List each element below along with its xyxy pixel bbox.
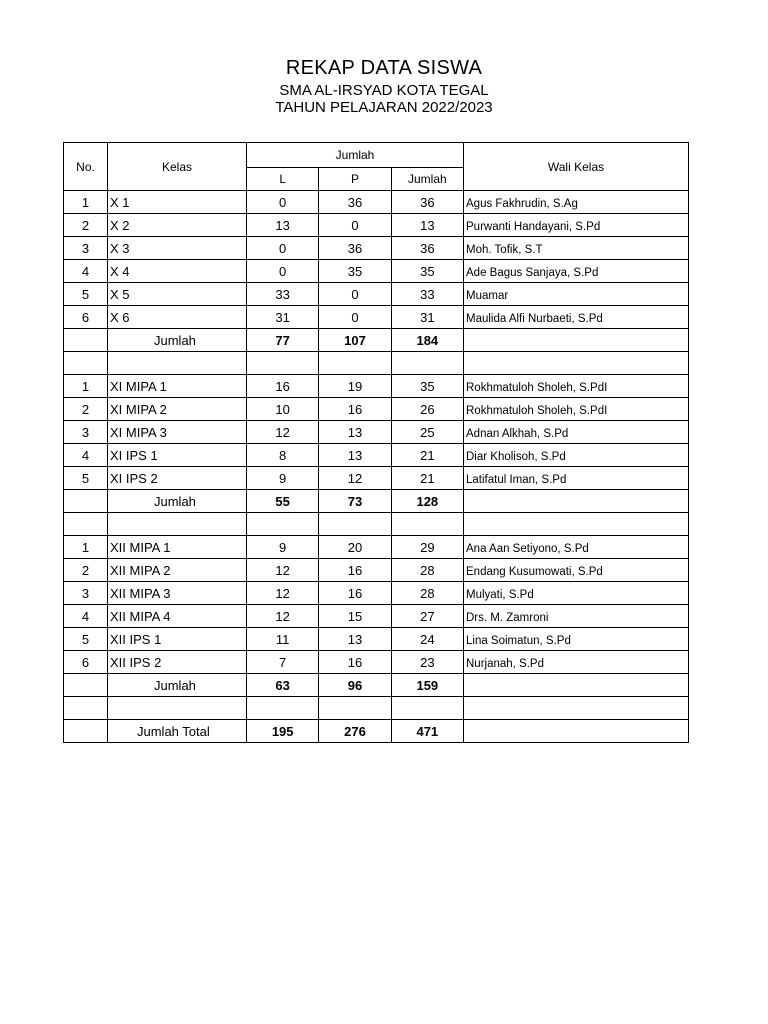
count-l: 12 [247,582,319,605]
table-row [64,467,689,490]
table-row [64,444,689,467]
subtotal-label: Jumlah [154,332,196,348]
empty-cell [464,513,689,536]
subtotal-p: 73 [319,490,391,513]
class-cell [108,536,247,559]
homeroom-teacher: Ana Aan Setiyono, S.Pd [466,542,589,555]
row-number: 3 [64,421,108,444]
table-row [64,306,689,329]
empty-cell [391,697,463,720]
count-p: 20 [319,536,391,559]
wali-cell [464,237,689,260]
row-number: 4 [64,605,108,628]
class-name: X 5 [110,286,130,302]
homeroom-teacher: Endang Kusumowati, S.Pd [466,565,603,578]
wali-cell [464,306,689,329]
row-number: 5 [64,628,108,651]
class-cell [108,214,247,237]
table-row [64,582,689,605]
grand-total-row [64,720,689,743]
table-row [64,605,689,628]
subtotal-label: Jumlah [154,677,196,693]
class-name: XII MIPA 1 [110,539,171,555]
count-p: 13 [319,628,391,651]
grand-total-label: Jumlah Total [137,723,210,739]
class-cell [108,467,247,490]
empty-cell [464,352,689,375]
class-cell [108,237,247,260]
grand-total-label-cell [108,720,247,743]
homeroom-teacher: Drs. M. Zamroni [466,611,549,624]
class-name: XI IPS 1 [110,447,158,463]
count-l: 12 [247,421,319,444]
wali-cell [464,375,689,398]
count-p: 0 [319,306,391,329]
homeroom-teacher: Purwanti Handayani, S.Pd [466,220,601,233]
homeroom-teacher: Rokhmatuloh Sholeh, S.PdI [466,404,608,417]
empty-cell [464,720,689,743]
wali-cell [464,559,689,582]
count-total: 25 [391,421,463,444]
empty-cell [64,329,108,352]
wali-cell [464,191,689,214]
count-total: 28 [391,582,463,605]
homeroom-teacher: Mulyati, S.Pd [466,588,534,601]
row-number: 1 [64,536,108,559]
count-l: 13 [247,214,319,237]
table-row [64,214,689,237]
class-cell [108,651,247,674]
empty-cell [64,513,108,536]
count-p: 16 [319,398,391,421]
row-number: 2 [64,559,108,582]
empty-cell [247,513,319,536]
count-l: 9 [247,467,319,490]
table-row [64,375,689,398]
subtotal-l: 77 [247,329,319,352]
count-total: 35 [391,260,463,283]
count-total: 23 [391,651,463,674]
count-p: 0 [319,214,391,237]
subtotal-l: 63 [247,674,319,697]
empty-cell [108,697,247,720]
header-wali-kelas: Wali Kelas [464,143,689,191]
homeroom-teacher: Latifatul Iman, S.Pd [466,473,567,486]
empty-cell [464,674,689,697]
empty-cell [464,329,689,352]
count-l: 8 [247,444,319,467]
count-total: 26 [391,398,463,421]
count-l: 0 [247,191,319,214]
table-row [64,559,689,582]
empty-cell [108,352,247,375]
page-title: REKAP DATA SISWA [285,57,483,79]
count-total: 36 [391,237,463,260]
wali-cell [464,628,689,651]
wali-cell [464,421,689,444]
row-number: 4 [64,260,108,283]
count-l: 10 [247,398,319,421]
table-row [64,283,689,306]
empty-cell [391,513,463,536]
subtotal-total: 159 [391,674,463,697]
count-p: 13 [319,444,391,467]
count-l: 33 [247,283,319,306]
empty-cell [391,352,463,375]
class-cell [108,306,247,329]
table-body [64,191,689,743]
row-number: 6 [64,651,108,674]
subtotal-label: Jumlah [154,493,196,509]
count-l: 9 [247,536,319,559]
subtotal-row [64,329,689,352]
class-name: XI MIPA 1 [110,378,167,394]
count-total: 27 [391,605,463,628]
wali-cell [464,444,689,467]
grand-total-p: 276 [319,720,391,743]
class-name: X 6 [110,309,130,325]
empty-cell [247,352,319,375]
count-p: 16 [319,559,391,582]
header-l: L [247,168,319,191]
class-name: XII MIPA 3 [110,585,171,601]
row-number: 2 [64,214,108,237]
count-p: 12 [319,467,391,490]
table-row [64,421,689,444]
count-p: 13 [319,421,391,444]
spacer-row [64,513,689,536]
subtotal-l: 55 [247,490,319,513]
row-number: 4 [64,444,108,467]
wali-cell [464,214,689,237]
row-number: 5 [64,467,108,490]
class-cell [108,260,247,283]
homeroom-teacher: Rokhmatuloh Sholeh, S.PdI [466,381,608,394]
header-jumlah-group: Jumlah [247,143,464,168]
wali-cell [464,605,689,628]
count-total: 33 [391,283,463,306]
count-total: 28 [391,559,463,582]
header-row-top [64,143,689,168]
row-number: 6 [64,306,108,329]
table-row [64,628,689,651]
grand-total-l: 195 [247,720,319,743]
count-total: 29 [391,536,463,559]
homeroom-teacher: Moh. Tofik, S.T [466,243,543,256]
empty-cell [247,697,319,720]
count-l: 7 [247,651,319,674]
count-p: 19 [319,375,391,398]
class-cell [108,582,247,605]
header-no: No. [64,143,108,191]
class-cell [108,444,247,467]
subtotal-label-cell [108,329,247,352]
subtotal-label-cell [108,490,247,513]
table-row [64,651,689,674]
homeroom-teacher: Maulida Alfi Nurbaeti, S.Pd [466,312,603,325]
class-cell [108,559,247,582]
class-cell [108,191,247,214]
header-p: P [319,168,391,191]
wali-cell [464,536,689,559]
class-name: XI MIPA 3 [110,424,167,440]
count-total: 21 [391,467,463,490]
class-name: XII IPS 2 [110,654,162,670]
empty-cell [64,490,108,513]
table-row [64,237,689,260]
class-name: X 4 [110,263,130,279]
count-total: 31 [391,306,463,329]
subtotal-p: 107 [319,329,391,352]
count-l: 0 [247,237,319,260]
count-p: 15 [319,605,391,628]
student-recap-table [63,142,689,743]
row-number: 1 [64,191,108,214]
homeroom-teacher: Agus Fakhrudin, S.Ag [466,197,578,210]
empty-cell [108,513,247,536]
wali-cell [464,398,689,421]
count-p: 36 [319,237,391,260]
empty-cell [464,697,689,720]
title-block [0,56,768,116]
count-l: 11 [247,628,319,651]
homeroom-teacher: Nurjanah, S.Pd [466,657,544,670]
subtotal-label-cell [108,674,247,697]
row-number: 3 [64,237,108,260]
class-cell [108,283,247,306]
table-row [64,260,689,283]
class-name: X 3 [110,240,130,256]
homeroom-teacher: Lina Soimatun, S.Pd [466,634,571,647]
spacer-row [64,697,689,720]
count-l: 12 [247,559,319,582]
count-p: 16 [319,582,391,605]
school-name: SMA AL-IRSYAD KOTA TEGAL [279,82,489,99]
grand-total-total: 471 [391,720,463,743]
table-row [64,398,689,421]
count-p: 35 [319,260,391,283]
subtotal-row [64,490,689,513]
row-number: 2 [64,398,108,421]
class-cell [108,375,247,398]
subtotal-total: 128 [391,490,463,513]
table-row [64,536,689,559]
empty-cell [64,674,108,697]
empty-cell [319,513,391,536]
subtotal-p: 96 [319,674,391,697]
count-p: 0 [319,283,391,306]
count-total: 21 [391,444,463,467]
wali-cell [464,651,689,674]
empty-cell [64,720,108,743]
count-l: 16 [247,375,319,398]
class-name: X 1 [110,194,130,210]
homeroom-teacher: Ade Bagus Sanjaya, S.Pd [466,266,599,279]
count-total: 36 [391,191,463,214]
count-p: 16 [319,651,391,674]
homeroom-teacher: Diar Kholisoh, S.Pd [466,450,566,463]
row-number: 1 [64,375,108,398]
class-cell [108,398,247,421]
empty-cell [64,352,108,375]
class-name: XI IPS 2 [110,470,158,486]
count-l: 12 [247,605,319,628]
homeroom-teacher: Adnan Alkhah, S.Pd [466,427,569,440]
row-number: 5 [64,283,108,306]
empty-cell [319,697,391,720]
row-number: 3 [64,582,108,605]
subtotal-total: 184 [391,329,463,352]
header-kelas: Kelas [108,143,247,191]
class-name: XI MIPA 2 [110,401,167,417]
class-name: XII MIPA 4 [110,608,171,624]
wali-cell [464,260,689,283]
header-jumlah: Jumlah [391,168,463,191]
count-total: 13 [391,214,463,237]
count-total: 24 [391,628,463,651]
count-l: 31 [247,306,319,329]
wali-cell [464,283,689,306]
empty-cell [319,352,391,375]
count-total: 35 [391,375,463,398]
spacer-row [64,352,689,375]
class-cell [108,628,247,651]
empty-cell [64,697,108,720]
wali-cell [464,467,689,490]
empty-cell [464,490,689,513]
class-cell [108,421,247,444]
academic-year: TAHUN PELAJARAN 2022/2023 [275,99,493,116]
homeroom-teacher: Muamar [466,289,509,302]
class-cell [108,605,247,628]
class-name: XII MIPA 2 [110,562,171,578]
class-name: X 2 [110,217,130,233]
count-p: 36 [319,191,391,214]
count-l: 0 [247,260,319,283]
wali-cell [464,582,689,605]
table-row [64,191,689,214]
subtotal-row [64,674,689,697]
class-name: XII IPS 1 [110,631,162,647]
